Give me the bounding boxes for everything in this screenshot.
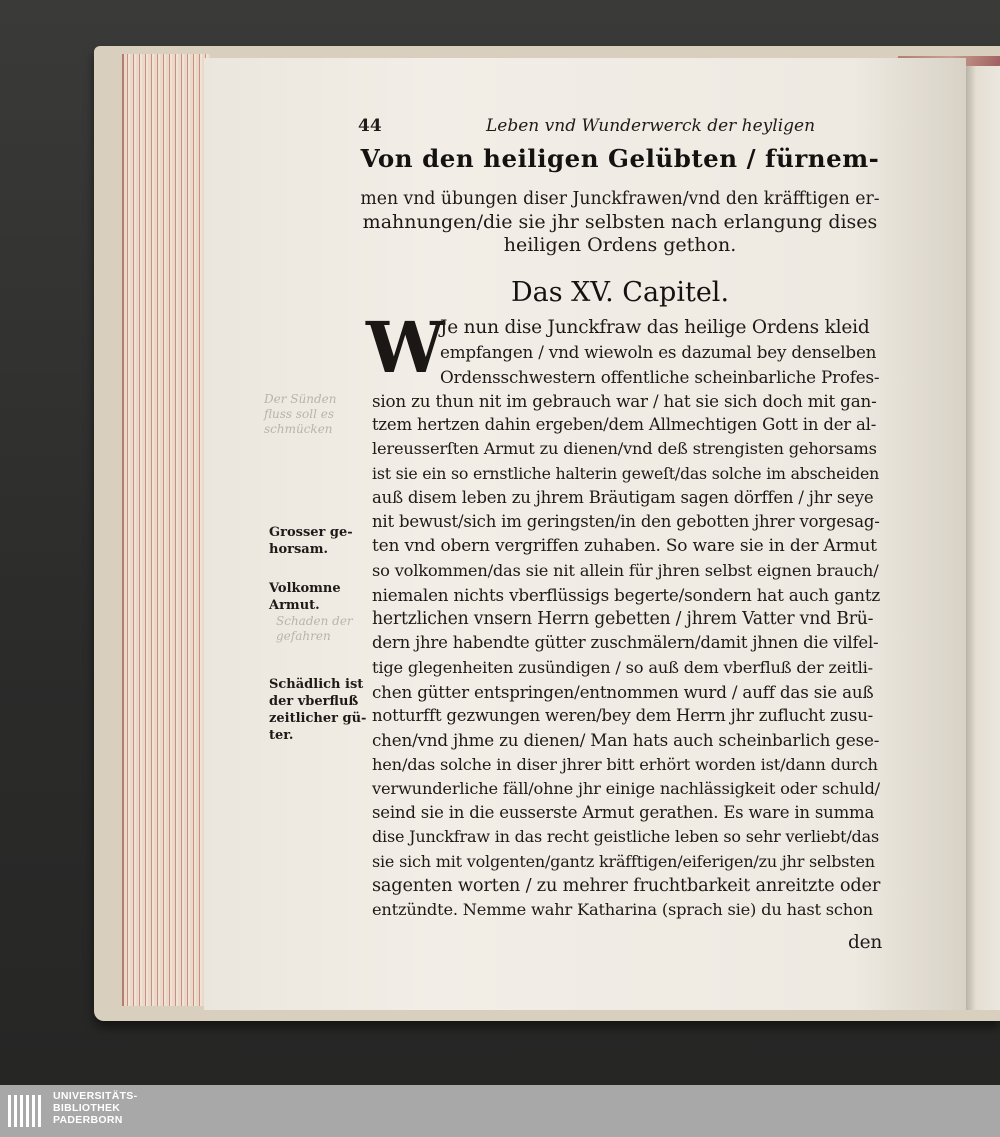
body-line: dise Junckfraw in das recht geistliche leben so sehr verliebt/das xyxy=(372,827,879,847)
page-edges xyxy=(122,54,210,1006)
running-head xyxy=(358,116,878,142)
body-line: empfangen / vnd wiewoln es dazumal bey denselben xyxy=(440,342,877,363)
body-line: niemalen nichts vberflüssigs begerte/sondern hat auch gantz xyxy=(372,584,881,605)
body-line: Je nun dise Junckfraw das heilige Ordens kleid xyxy=(440,317,870,338)
body-line: auß disem leben zu jhrem Bräutigam sagen dörffen / jhr seye xyxy=(372,487,874,507)
body-line: seind sie in die eusserste Armut gerathen. Es ware in summa xyxy=(372,803,875,822)
margin-note: Schädlich ist der vberfluß zeitlicher gü- ter. xyxy=(269,677,367,743)
running-head-text: Leben vnd Wunderwerck der heyligen xyxy=(486,116,816,136)
subtitle-line: mahnungen/die sie jhr selbsten nach erlangung dises xyxy=(362,211,878,233)
subtitle-line: heiligen Ordens gethon. xyxy=(503,234,737,256)
show-through-text: Der Sünden fluss soll es schmücken xyxy=(264,392,337,436)
body-line: sagenten worten / zu mehrer fruchtbarkeit anreitzte oder xyxy=(372,875,881,896)
chapter-heading: Das XV. Capitel. xyxy=(510,277,730,308)
catchword: den xyxy=(848,932,883,953)
chapter-subtitle xyxy=(360,188,880,257)
show-through-text: Schaden der gefahren xyxy=(276,614,353,643)
library-logo-icon xyxy=(8,1091,48,1131)
body-line: hen/das solche in diser jhrer bitt erhört worden ist/dann durch xyxy=(372,754,878,774)
body-line: tzem hertzen dahin ergeben/dem Allmechtigen Gott in der al- xyxy=(372,415,877,434)
body-line: entzündte. Nemme wahr Katharina (sprach sie) du hast schon xyxy=(372,900,873,919)
body-line: chen gütter entspringen/entnommen wurd / auff das sie auß xyxy=(372,681,874,702)
body-line: tige glegenheiten zusündigen / so auß dem vberfluß der zeitli- xyxy=(372,657,873,677)
subtitle-line: men vnd übungen diser Junckfrawen/vnd den kräfftigen er- xyxy=(360,189,880,209)
chapter-title: Von den heiligen Gelübten / fürnem- xyxy=(360,144,880,173)
body-line: so volkommen/das sie nit allein für jhren selbst eignen brauch/ xyxy=(372,560,879,580)
body-line: sie sich mit volgenten/gantz kräfftigen/eiferigen/zu jhr selbsten xyxy=(372,851,875,871)
library-name: UNIVERSITÄTS- BIBLIOTHEK PADERBORN xyxy=(53,1090,138,1126)
body-line: hertzlichen vnsern Herrn gebetten / jhrem Vatter vnd Brü- xyxy=(372,609,874,629)
drop-capital: W xyxy=(366,306,445,389)
body-line: chen/vnd jhme zu dienen/ Man hats auch scheinbarlich gese- xyxy=(372,730,880,751)
body-line: ist sie ein so ernstliche halterin geweſt/das solche im abscheiden xyxy=(372,463,880,483)
body-line: Ordensschwestern offentliche scheinbarliche Profes- xyxy=(440,366,880,387)
body-line: nit bewust/sich im geringsten/in den gebotten jhrer vorgesag- xyxy=(372,512,880,531)
page-number: 44 xyxy=(358,116,382,136)
body-line: notturfft gezwungen weren/bey dem Herrn jhr zuflucht zusu- xyxy=(372,706,873,725)
margin-note: Volkomne Armut. xyxy=(269,581,341,613)
body-line: lereusserſten Armut zu dienen/vnd deß strengisten gehorsams xyxy=(372,439,877,459)
body-line: verwunderliche fäll/ohne jhr einige nachlässigkeit oder schuld/ xyxy=(372,778,880,798)
margin-note: Grosser ge- horsam. xyxy=(269,525,353,557)
body-line: ten vnd obern vergriffen zuhaben. So ware sie in der Armut xyxy=(372,536,877,557)
body-line: dern jhre habendte gütter zuschmälern/damit jhnen die vilfel- xyxy=(372,633,879,653)
facing-page-edge xyxy=(966,66,1000,1010)
library-footer xyxy=(0,1085,1000,1137)
body-line: sion zu thun nit im gebrauch war / hat sie sich doch mit gan- xyxy=(372,390,877,411)
